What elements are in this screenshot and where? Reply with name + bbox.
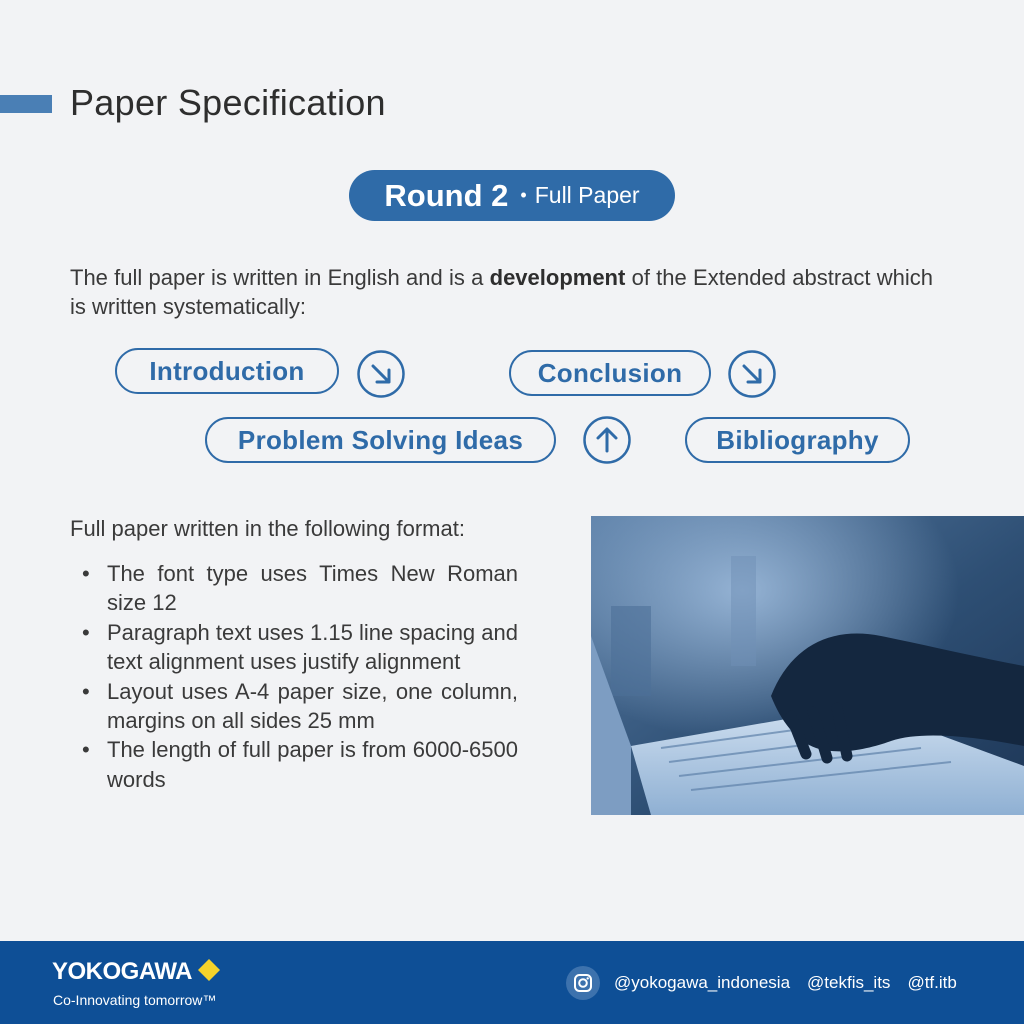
- format-list: [82, 559, 518, 794]
- brand-diamond-icon: [197, 958, 221, 982]
- introduction-chip: Introduction: [115, 348, 339, 394]
- bibliography-chip: Bibliography: [685, 417, 910, 463]
- handle-tekfis[interactable]: @tekfis_its: [807, 973, 891, 992]
- social-handles: [614, 973, 957, 993]
- instagram-icon: [566, 966, 600, 1000]
- list-item: • The font type uses Times New Roman size 12: [82, 559, 518, 618]
- conclusion-chip: Conclusion: [509, 350, 711, 396]
- round-label: Round 2: [384, 177, 509, 213]
- arrow-down-right-icon: [727, 349, 777, 399]
- format-heading: Full paper written in the following format:: [70, 516, 465, 541]
- round-badge: [349, 170, 675, 221]
- list-item: • Paragraph text uses 1.15 line spacing and text alignment uses justify alignment: [82, 618, 518, 677]
- problem-solving-ideas-chip: Problem Solving Ideas: [205, 417, 556, 463]
- brand-tagline: Co-Innovating tomorrow™: [53, 992, 217, 1008]
- title-accent-bar: [0, 95, 52, 113]
- round-sublabel: Full Paper: [534, 182, 640, 208]
- page-title: Paper Specification: [70, 82, 386, 123]
- list-item: • The length of full paper is from 6000-6500 words: [82, 735, 518, 794]
- intro-text-start: The full paper is written in English and is a: [70, 265, 490, 290]
- brand-logo-text: YOKOGAWA: [52, 958, 193, 985]
- list-item: • Layout uses A-4 paper size, one column, margins on all sides 25 mm: [82, 677, 518, 736]
- round-separator: •: [520, 185, 527, 205]
- laptop-typing-photo: [591, 516, 1024, 815]
- intro-text-bold: development: [489, 265, 626, 290]
- handle-yokogawa[interactable]: @yokogawa_indonesia: [614, 973, 791, 992]
- arrow-down-right-icon: [356, 349, 406, 399]
- intro-text-end: of the Extended abstract which is written systematically:: [70, 265, 933, 319]
- arrow-up-icon: [582, 415, 632, 465]
- handle-tf-itb[interactable]: @tf.itb: [907, 973, 957, 992]
- intro-paragraph: [70, 263, 933, 321]
